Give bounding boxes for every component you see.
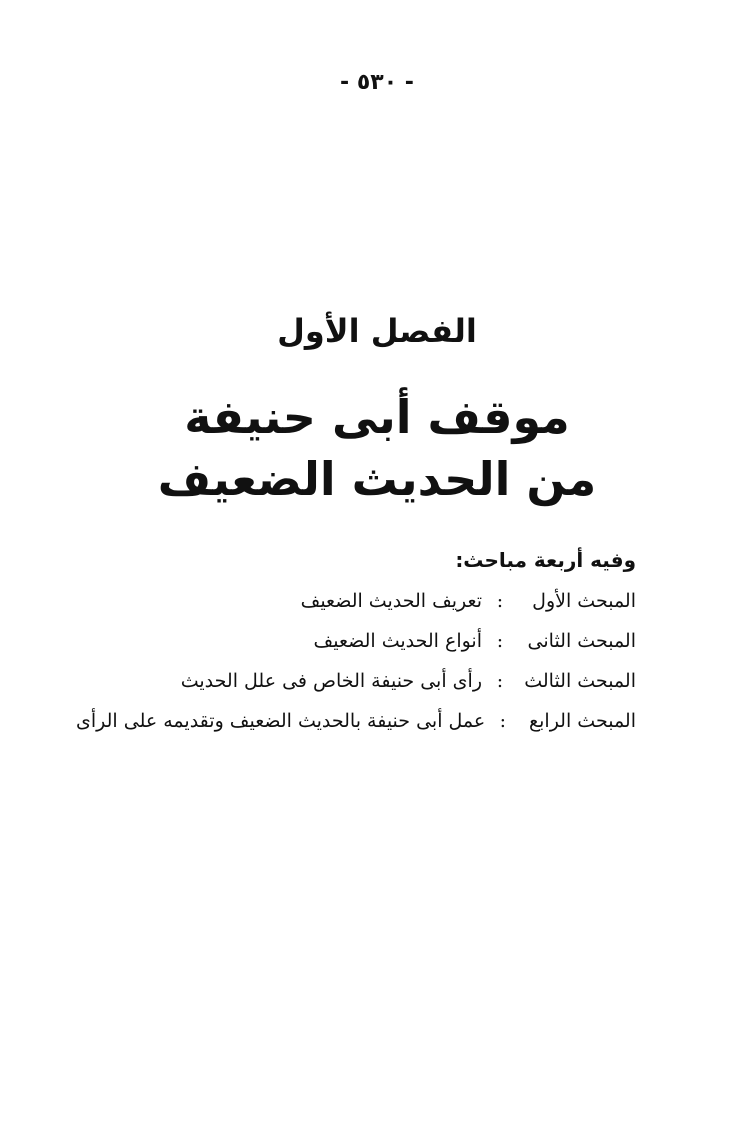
section-colon: : — [496, 590, 504, 612]
section-name: المبحث الأول — [532, 590, 636, 612]
section-row — [76, 590, 636, 630]
section-topic: تعريف الحديث الضعيف — [300, 590, 482, 612]
section-topic: أنواع الحديث الضعيف — [313, 630, 482, 652]
section-name: المبحث الثانى — [527, 630, 636, 652]
section-row — [76, 710, 636, 750]
page-number: - ٥٣٠ - — [340, 70, 414, 95]
section-name: المبحث الثالث — [524, 670, 636, 692]
section-row — [76, 670, 636, 710]
section-colon: : — [499, 710, 507, 732]
section-topic: عمل أبى حنيفة بالحديث الضعيف وتقديمه على الرأى — [76, 710, 486, 732]
section-topic: رأى أبى حنيفة الخاص فى علل الحديث — [180, 670, 482, 692]
section-colon: : — [496, 630, 504, 652]
chapter-label: الفصل الأول — [277, 312, 477, 350]
section-colon: : — [496, 670, 504, 692]
sections-intro: وفيه أربعة مباحث: — [455, 548, 636, 572]
section-name: المبحث الرابع — [529, 710, 636, 732]
chapter-title-line2: من الحديث الضعيف — [157, 452, 597, 506]
chapter-title-line1: موقف أبى حنيفة — [184, 390, 570, 444]
section-row — [76, 630, 636, 670]
sections-list — [76, 590, 636, 750]
